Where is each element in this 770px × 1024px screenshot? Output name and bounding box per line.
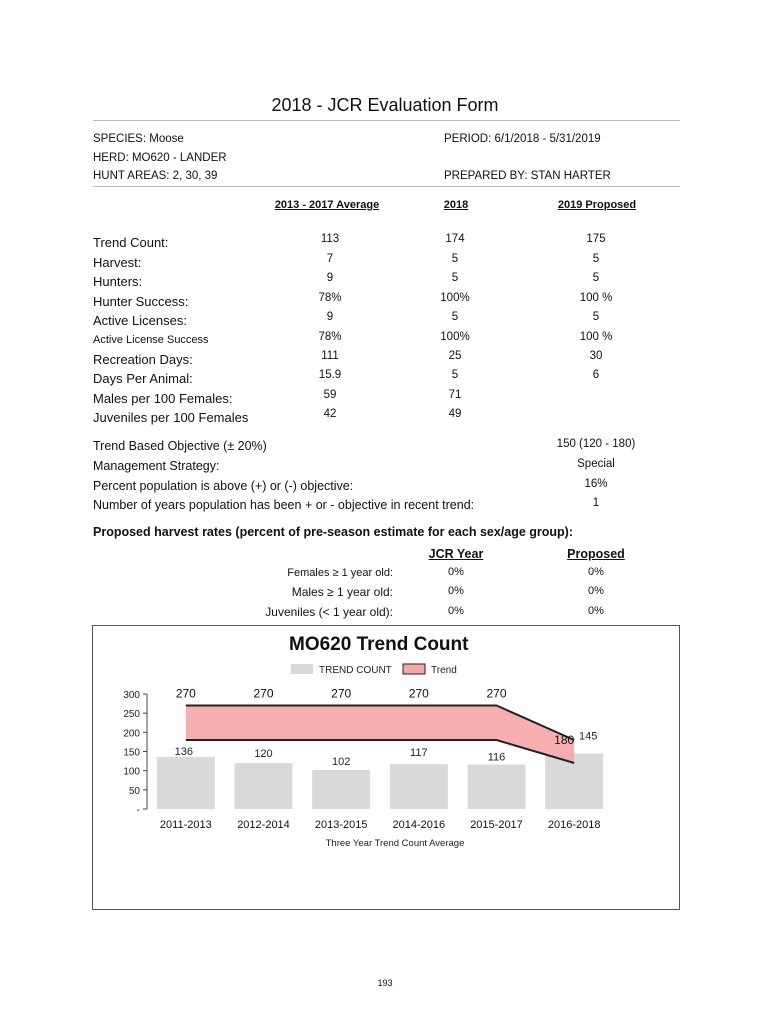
stat-label: Trend Count: (93, 235, 169, 250)
stat-value-y2018: 5 (451, 272, 459, 284)
harvest-value-jcr: 0% (448, 566, 464, 578)
col-header-average: 2013 - 2017 Average (274, 199, 380, 211)
stat-label: Recreation Days: (93, 352, 193, 367)
bar-trend-count (235, 763, 293, 809)
harvest-rates-title: Proposed harvest rates (percent of pre-season estimate for each sex/age group): (93, 525, 574, 539)
trend-upper-label: 270 (408, 686, 429, 701)
bar-trend-count (390, 764, 448, 809)
stat-label: Hunter Success: (93, 294, 189, 309)
chart-title: MO620 Trend Count (289, 634, 469, 655)
objective-label: Management Strategy: (93, 459, 220, 473)
species: SPECIES: Moose (93, 133, 184, 145)
stat-label: Juveniles per 100 Females (93, 410, 249, 425)
stat-value-y2018: 25 (448, 350, 462, 362)
stat-value-y2018: 5 (451, 369, 459, 381)
x-tick-label: 2013-2015 (314, 819, 368, 831)
trend-upper-label: 270 (486, 686, 507, 701)
stat-value-avg: 111 (321, 350, 339, 362)
stat-value-y2018: 174 (445, 233, 465, 245)
bar-value-label: 117 (410, 747, 428, 760)
bar-value-label: 116 (487, 751, 506, 764)
stat-value-avg: 15.9 (318, 369, 342, 381)
col-header-proposed: 2019 Proposed (557, 199, 637, 211)
stat-label: Active Licenses: (93, 313, 187, 328)
legend-swatch-trend (403, 664, 425, 674)
bar-trend-count (468, 765, 526, 809)
trend-upper-label: 270 (331, 686, 352, 701)
title-rule (93, 120, 680, 121)
header-rule (93, 186, 680, 187)
y-tick-label: 100 (123, 766, 140, 778)
stat-label: Males per 100 Females: (93, 391, 233, 406)
bar-value-label: 136 (174, 745, 194, 758)
stat-label: Active License Success (93, 334, 209, 346)
harvest-label: Juveniles (< 1 year old): (265, 605, 393, 619)
trend-upper-label: 270 (175, 686, 196, 701)
harvest-value-jcr: 0% (448, 585, 464, 597)
stat-value-proposed: 30 (589, 350, 603, 362)
harvest-col-jcr: JCR Year (428, 547, 484, 561)
objective-value: 16% (584, 478, 608, 490)
stat-value-y2018: 71 (448, 389, 462, 401)
form-title: 2018 - JCR Evaluation Form (271, 95, 499, 115)
y-tick-label: 150 (123, 747, 140, 759)
y-tick-label: 200 (123, 728, 140, 740)
stat-value-avg: 113 (320, 233, 340, 245)
x-tick-label: 2014-2016 (392, 819, 446, 831)
harvest-value-proposed: 0% (588, 605, 604, 617)
bar-value-label: 120 (254, 748, 273, 760)
objective-label: Percent population is above (+) or (-) objective: (93, 479, 354, 493)
stat-value-proposed: 100 % (579, 292, 613, 304)
prepared-by: PREPARED BY: STAN HARTER (444, 170, 611, 182)
legend-label-trend-count: TREND COUNT (319, 665, 392, 676)
stat-value-proposed: 6 (592, 369, 600, 381)
harvest-label: Females ≥ 1 year old: (287, 567, 393, 579)
x-axis-title: Three Year Trend Count Average (325, 838, 465, 849)
stat-value-y2018: 49 (448, 408, 462, 420)
x-tick-label: 2015-2017 (470, 819, 523, 831)
stat-value-y2018: 100% (440, 292, 470, 304)
stat-value-avg: 9 (326, 272, 334, 284)
objective-label: Number of years population has been + or - objective in recent trend: (93, 498, 475, 512)
stat-value-proposed: 100 % (579, 331, 613, 343)
hunt-areas: HUNT AREAS: 2, 30, 39 (93, 170, 218, 182)
col-header-2018: 2018 (443, 199, 469, 211)
harvest-value-proposed: 0% (588, 566, 604, 578)
stat-value-avg: 78% (318, 331, 342, 343)
objective-label: Trend Based Objective (± 20%) (93, 439, 267, 453)
stat-value-proposed: 5 (592, 272, 600, 284)
period: PERIOD: 6/1/2018 - 5/31/2019 (444, 133, 601, 145)
stat-label: Days Per Animal: (93, 371, 193, 386)
stat-value-y2018: 100% (440, 331, 470, 343)
y-tick-label: 300 (123, 690, 140, 701)
x-tick-label: 2016-2018 (547, 819, 601, 831)
trend-upper-label: 180 (554, 733, 575, 747)
x-tick-label: 2012-2014 (237, 819, 290, 831)
legend-label-trend: Trend (431, 665, 457, 676)
stat-value-avg: 9 (326, 311, 334, 323)
stat-value-proposed: 5 (592, 311, 600, 323)
harvest-label: Males ≥ 1 year old: (291, 585, 393, 599)
stat-value-y2018: 5 (451, 253, 459, 265)
herd: HERD: MO620 - LANDER (93, 152, 227, 164)
stat-label: Hunters: (93, 274, 143, 289)
bar-value-label: 145 (578, 730, 598, 743)
stat-value-proposed: 5 (592, 253, 600, 265)
trend-chart-svg (93, 626, 678, 908)
stat-value-avg: 7 (326, 253, 334, 265)
objective-value: 150 (120 - 180) (556, 438, 636, 450)
objective-value: 1 (592, 497, 600, 509)
stat-value-proposed: 175 (586, 233, 606, 245)
stat-value-avg: 59 (323, 389, 337, 401)
stat-value-y2018: 5 (451, 311, 459, 323)
harvest-value-proposed: 0% (588, 585, 604, 597)
y-tick-label: 250 (123, 709, 140, 721)
trend-count-chart (92, 625, 680, 910)
page-number: 193 (377, 978, 393, 988)
x-tick-label: 2011-2013 (159, 819, 212, 831)
stat-label: Harvest: (93, 255, 142, 270)
stat-value-avg: 78% (318, 292, 342, 304)
objective-value: Special (577, 458, 615, 470)
y-tick-label: 50 (128, 785, 140, 797)
harvest-value-jcr: 0% (448, 605, 464, 617)
y-tick-label: - (136, 805, 140, 816)
legend-swatch-trend-count (291, 664, 313, 674)
bar-trend-count (312, 770, 370, 809)
stat-value-avg: 42 (323, 408, 337, 420)
bar-value-label: 102 (331, 755, 351, 768)
bar-trend-count (157, 757, 215, 809)
harvest-col-proposed: Proposed (567, 547, 625, 561)
trend-upper-label: 270 (253, 686, 274, 701)
